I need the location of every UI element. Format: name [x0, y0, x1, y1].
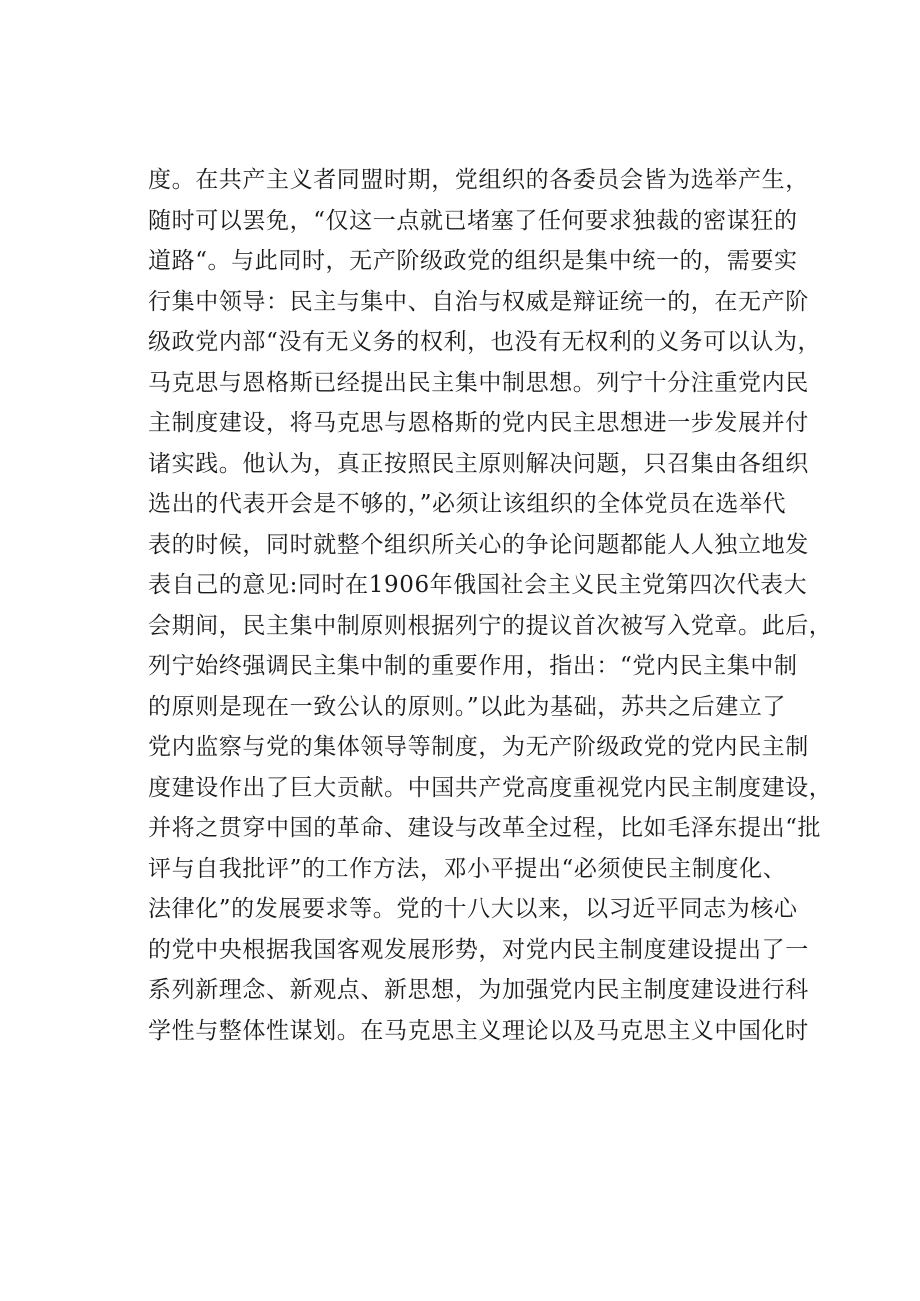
text-line: 道路“。与此同时，无产阶级政党的组织是集中统一的，需要实 [148, 248, 798, 274]
text-line: 表自己的意见:同时在1906年俄国社会主义民主党第四次代表大 [148, 572, 808, 598]
text-line: 主制度建设，将马克思与恩格斯的党内民主思想进一步发展并付 [148, 410, 809, 436]
text-line: 的原则是现在一致公认的原则。”以此为基础，苏共之后建立了 [148, 693, 787, 720]
text-line: 度。在共产主义者同盟时期，党组织的各委员会皆为选举产生， [148, 167, 809, 193]
text-line: 级政党内部“没有无义务的权利，也没有无权利的义务可以认为， [148, 329, 822, 355]
body-text [148, 160, 833, 1051]
text-line: 法律化”的发展要求等。党的十八大以来，以习近平同志为核心 [148, 896, 798, 922]
text-line: 行集中领导：民主与集中、自治与权威是辩证统一的，在无产阶 [148, 288, 809, 315]
text-line: 的党中央根据我国客观发展形势，对党内民主制度建设提出了一 [148, 936, 809, 963]
text-line: 并将之贯穿中国的革命、建设与改革全过程，比如毛泽东提出“批 [148, 815, 822, 841]
text-line: 选出的代表开会是不够的，”必须让该组织的全体党员在选举代 [148, 491, 787, 517]
text-line: 马克思与恩格斯已经提出民主集中制思想。列宁十分注重党内民 [148, 369, 809, 396]
text-line: 诸实践。他认为，真正按照民主原则解决问题，只召集由各组织 [148, 450, 809, 477]
text-line: 表的时候，同时就整个组织所关心的争论问题都能人人独立地发 [148, 531, 809, 558]
text-line: 随时可以罢免，“仅这一点就已堵塞了任何要求独裁的密谋狂的 [148, 207, 798, 234]
text-line: 系列新理念、新观点、新思想，为加强党内民主制度建设进行科 [148, 977, 809, 1003]
text-line: 评与自我批评”的工作方法，邓小平提出“必须使民主制度化、 [148, 855, 787, 882]
text-line: 度建设作出了巨大贡献。中国共产党高度重视党内民主制度建设， [148, 774, 833, 801]
text-line: 党内监察与党的集体领导等制度，为无产阶级政党的党内民主制 [148, 734, 809, 760]
text-line: 会期间，民主集中制原则根据列宁的提议首次被写入党章。此后， [148, 612, 833, 639]
text-line: 列宁始终强调民主集中制的重要作用，指出：“党内民主集中制 [148, 653, 798, 679]
text-line: 学性与整体性谋划。在马克思主义理论以及马克思主义中国化时 [148, 1017, 809, 1044]
